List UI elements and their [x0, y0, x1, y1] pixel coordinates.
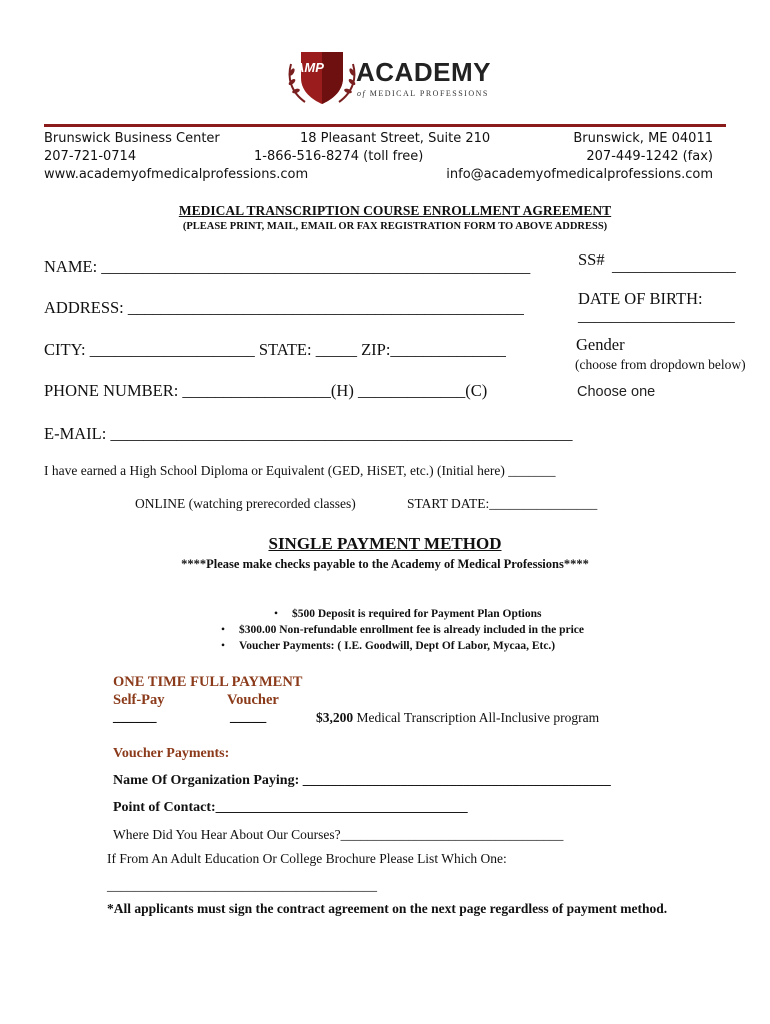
bullet-text: $500 Deposit is required for Payment Plan Options	[292, 608, 542, 620]
form-subtitle: (PLEASE PRINT, MAIL, EMAIL OR FAX REGISTRATION FORM TO ABOVE ADDRESS)	[182, 221, 608, 232]
email-field[interactable]: E-MAIL: ________________________________________________________	[44, 424, 573, 443]
brand-sub-rest: MEDICAL PROFESSIONS	[369, 89, 489, 98]
header-phone: 207-721-0714	[44, 149, 137, 164]
bullet-icon: •	[274, 608, 279, 620]
header-tollfree: 1-866-516-8274 (toll free)	[254, 149, 424, 164]
program-price: $3,200	[316, 710, 354, 725]
address-field[interactable]: ADDRESS: ________________________________________________	[44, 298, 524, 317]
one-time-heading: ONE TIME FULL PAYMENT	[113, 674, 303, 690]
program-price-line	[316, 710, 599, 726]
header-location: Brunswick Business Center	[44, 131, 220, 146]
payment-notes-list	[212, 608, 584, 656]
checks-note: ****Please make checks payable to the Academy of Medical Professions****	[181, 557, 589, 571]
referral-source-field[interactable]: Where Did You Hear About Our Courses?_________________________________	[113, 827, 564, 842]
header-divider	[44, 124, 726, 127]
bullet-text: Voucher Payments: ( I.E. Goodwill, Dept Of Labor, Mycaa, Etc.)	[239, 640, 556, 652]
gender-select[interactable]: Choose one	[577, 384, 656, 400]
diploma-initial-field[interactable]: I have earned a High School Diploma or Equivalent (GED, HiSET, etc.) (Initial here) _______	[44, 463, 556, 478]
dob-field[interactable]: ___________________	[578, 306, 735, 325]
ss-field[interactable]: _______________	[612, 256, 736, 275]
header-fax: 207-449-1242 (fax)	[586, 149, 713, 164]
shield-logo-icon	[283, 44, 363, 110]
signature-note: *All applicants must sign the contract agreement on the next page regardless of payment method.	[107, 901, 668, 916]
voucher-payments-heading: Voucher Payments:	[113, 746, 230, 761]
ss-label: SS#	[578, 250, 605, 269]
voucher-blank[interactable]: _____	[230, 709, 267, 725]
city-state-zip-field[interactable]: CITY: ____________________ STATE: _____ ZIP:______________	[44, 340, 506, 359]
list-item	[221, 640, 584, 656]
list-item	[274, 608, 637, 624]
phone-field[interactable]: PHONE NUMBER: __________________(H) _____________(C)	[44, 381, 488, 400]
point-of-contact-field[interactable]: Point of Contact:____________________________________	[113, 800, 468, 815]
form-title: MEDICAL TRANSCRIPTION COURSE ENROLLMENT AGREEMENT	[178, 203, 612, 218]
brochure-field[interactable]: ________________________________________	[107, 878, 377, 893]
name-field[interactable]: NAME: ____________________________________________________	[44, 257, 531, 276]
program-name: Medical Transcription All-Inclusive program	[353, 710, 600, 725]
gender-hint: (choose from dropdown below)	[575, 357, 746, 372]
org-paying-field[interactable]: Name Of Organization Paying: ____________________________________________	[113, 773, 611, 788]
gender-label: Gender	[576, 335, 625, 354]
self-pay-blank[interactable]: ______	[113, 709, 157, 725]
start-date-field[interactable]: START DATE:________________	[407, 496, 598, 511]
list-item	[221, 624, 584, 640]
voucher-label: Voucher	[227, 692, 279, 708]
bullet-icon: •	[221, 624, 226, 636]
header-website[interactable]: www.academyofmedicalprofessions.com	[44, 167, 309, 182]
self-pay-label: Self-Pay	[113, 692, 165, 708]
header-city: Brunswick, ME 04011	[573, 131, 713, 146]
header-email[interactable]: info@academyofmedicalprofessions.com	[446, 167, 713, 182]
dob-label: DATE OF BIRTH:	[578, 289, 703, 308]
bullet-text: $300.00 Non-refundable enrollment fee is already included in the price	[239, 624, 584, 636]
brand-sub-prefix: of	[357, 89, 367, 98]
header-street: 18 Pleasant Street, Suite 210	[300, 131, 491, 146]
brochure-question: If From An Adult Education Or College Brochure Please List Which One:	[107, 851, 507, 866]
brand-subtitle	[357, 89, 489, 98]
brand-name: ACADEMY	[356, 57, 491, 87]
logo-mark-text: AMP	[295, 60, 324, 75]
payment-heading: SINGLE PAYMENT METHOD	[268, 534, 502, 553]
online-option: ONLINE (watching prerecorded classes)	[135, 496, 356, 511]
bullet-icon: •	[221, 640, 226, 652]
